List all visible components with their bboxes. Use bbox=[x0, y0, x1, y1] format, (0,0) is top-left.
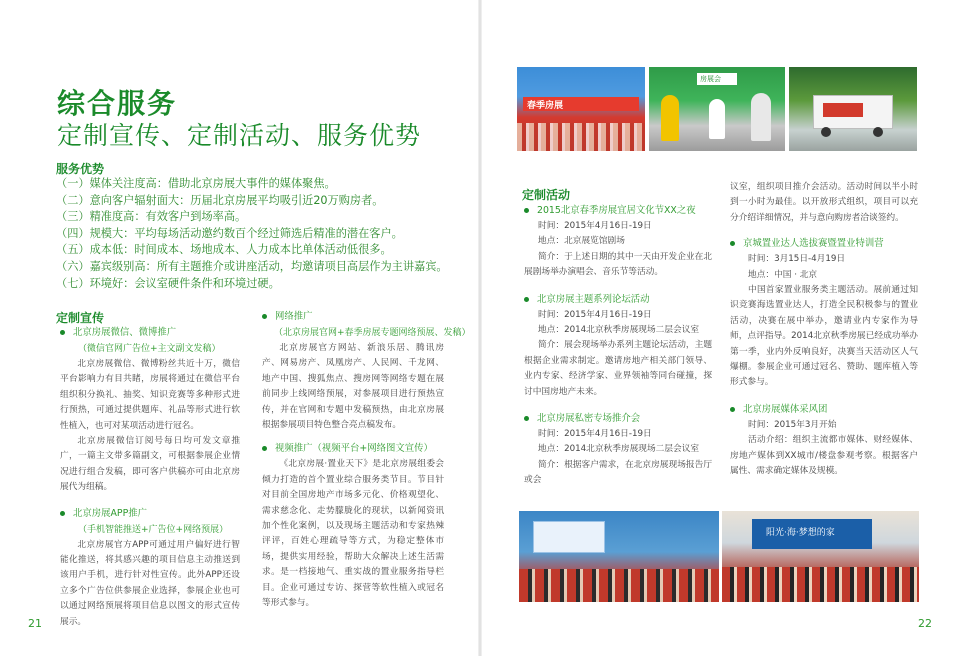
activity-time: 时间：2015年4月16日-19日 bbox=[538, 309, 652, 320]
advantage-item: （一）媒体关注度高：借助北京房展大事件的媒体聚焦。 bbox=[56, 177, 336, 190]
wechat-promo-title: 北京房展微信、微博推广 bbox=[60, 325, 240, 341]
activity-title: 北京房展主题系列论坛活动 bbox=[524, 292, 712, 308]
activity-place: 地点：北京展览馆剧场 bbox=[538, 236, 625, 247]
person-figure bbox=[661, 95, 679, 141]
promo-heading: 定制宣传 bbox=[56, 311, 105, 325]
bullet-icon bbox=[262, 446, 267, 451]
page-subtitle: 定制宣传、定制活动、服务优势 bbox=[57, 121, 422, 150]
advantages-list bbox=[56, 176, 456, 292]
activity-desc: 简介：于上述日期的其中一天由开发企业在北展剧场举办演唱会、音乐节等活动。 bbox=[524, 251, 712, 278]
activity-time: 时间：2015年4月16日-19日 bbox=[538, 221, 652, 231]
network-promo-subtitle: （北京房展官网+春季房展专题网络预展、发稿） bbox=[274, 328, 471, 338]
interview-photo bbox=[649, 67, 785, 151]
activity-place: 地点：2014北京秋季房展现场二层会议室 bbox=[538, 444, 700, 455]
bullet-icon bbox=[60, 511, 65, 516]
audience-rows bbox=[722, 567, 919, 602]
activity-place: 地点：2014北京秋季房展现场二层会议室 bbox=[538, 325, 700, 336]
photo-panel-text: 房展会 bbox=[700, 75, 721, 83]
video-promo-text: 《北京房展·置业天下》是北京房展组委会倾力打造的首个置业综合服务类节目。节目针对目前全国房地产市场多元化、价格观望化、需求慈念化、走势朦胧化的现状，以新闻资讯加个性化案例，以及现场主题活动和专家热辣评评，百姓心理疏导等方式，为稳定整体市场，提供实用经验，帮助大众解决上述生活需求。是一档接地气、重实战的置业服务指导栏目。企业可通过专访、探营等软性植入或冠名等形式参与。 bbox=[262, 459, 444, 609]
promo-left-column bbox=[60, 325, 240, 630]
video-promo-title: 视频推广（视频平台+网络图文宣传） bbox=[262, 441, 444, 457]
bullet-icon bbox=[524, 416, 529, 421]
person-figure bbox=[709, 99, 725, 139]
activity-title: 2015北京春季房展宜居文化节XX之夜 bbox=[524, 203, 712, 219]
activity-desc: 中国首家置业服务类主题活动。展前通过知识竞赛海选置业达人，打造全民积极参与的置业活动，决赛在展中举办，邀请业内专家作为导师，点评指导。2014北京秋季房展已经成功举办第一季，业内外反响良好，决赛当天活动区人气爆棚。参展企业可通过冠名、赞助、题库植入等形式参与。 bbox=[730, 285, 918, 388]
activity-desc-continued: 议室，组织项目推介会活动。活动时间以半小时到一小时为最佳。以开放形式组织，项目可以充分介绍详细情况，并与意向购房者洽谈签约。 bbox=[730, 182, 918, 223]
activity-title: 北京房展私密专场推介会 bbox=[524, 411, 712, 427]
promo-right-column bbox=[262, 309, 471, 612]
wechat-promo-text: 北京房展微信、微博粉丝共近十万，微信平台影响力有目共睹，房展将通过在微信平台组织积分换礼、抽奖、知识竞赛等多种形式进行预热，可通过提供题库、礼品等形式进行软性植入，也可对某项活动进行冠名。 bbox=[60, 359, 240, 431]
app-promo-subtitle: （手机智能推送+广告位+网络预展） bbox=[78, 524, 229, 535]
advantage-item: （六）嘉宾级别高：所有主题推介或讲座活动，均邀请项目高层作为主讲嘉宾。 bbox=[56, 259, 448, 273]
page-number-right: 22 bbox=[918, 617, 932, 630]
projection-screen bbox=[533, 521, 605, 553]
activities-right-column bbox=[730, 180, 918, 480]
activity-place: 地点：中国 · 北京 bbox=[748, 269, 818, 280]
app-promo-title: 北京房展APP推广 bbox=[60, 506, 240, 522]
advantage-item: （五）成本低：时间成本、场地成本、人力成本比单体活动低很多。 bbox=[56, 243, 392, 257]
outdoor-truck-photo bbox=[789, 67, 917, 151]
performers-row bbox=[517, 123, 645, 151]
page-number-left: 21 bbox=[28, 617, 42, 630]
bullet-icon bbox=[524, 297, 529, 302]
activity-desc: 简介：展会现场举办系列主题论坛活动，主题根据企业需求制定。邀请房地产相关部门领导、业内专家、经济学家、业界领袖等同台碰撞，探讨中国房地产未来。 bbox=[524, 340, 712, 397]
activity-time: 时间：3月15日-4月19日 bbox=[748, 254, 846, 265]
activity-time: 时间：2015年3月开始 bbox=[748, 419, 837, 430]
bullet-icon bbox=[524, 208, 529, 213]
activities-left-column bbox=[524, 203, 712, 489]
forum-stage-photo bbox=[722, 511, 919, 602]
page-spine bbox=[478, 0, 482, 656]
network-promo-title: 网络推广 bbox=[262, 309, 444, 325]
bullet-icon bbox=[60, 330, 65, 335]
app-promo-text: 北京房展官方APP可通过用户偏好进行智能化推送，将其感兴趣的项目信息主动推送到该用户手机，进行针对性宣传。此外APP还设立多个广告位供参展企业选择，参展企业也可以通过网络预展将项目信息以图文的形式宣传展示。 bbox=[60, 539, 240, 627]
activity-desc: 活动介绍：组织主流都市媒体、财经媒体、房地产媒体到XX城市/楼盘参观考察。根据客户属性、需求确定媒体及规模。 bbox=[730, 435, 918, 477]
bullet-icon bbox=[262, 314, 267, 319]
stage-backdrop-text: 阳光·海·梦想的家 bbox=[766, 528, 835, 538]
page-title: 综合服务 bbox=[57, 87, 178, 120]
activity-title: 北京房展媒体采风团 bbox=[730, 402, 918, 418]
activity-desc: 简介：根据客户需求，在北京房展现场报告厅或会 bbox=[524, 459, 712, 486]
truck-wheel bbox=[873, 127, 883, 137]
network-promo-text: 北京房展官方网站、新浪乐居、腾讯房产、网易房产、凤凰房产、人民网、千龙网、地产中国、搜狐焦点、搜房网等网络专题在展前同步上线网络预展，对参展项目进行预热宣传，并在官网和专题中发稿预热，由北京房展根据参展项目特色整合亮点稿发布。 bbox=[262, 343, 444, 431]
bullet-icon bbox=[730, 407, 735, 412]
truck-wheel bbox=[821, 127, 831, 137]
advantage-item: （四）规模大：平均每场活动邀约数百个经过筛选后精准的潜在客户。 bbox=[56, 226, 403, 240]
bullet-icon bbox=[730, 241, 735, 246]
photo-banner-text: 春季房展 bbox=[527, 101, 564, 111]
activities-heading: 定制活动 bbox=[522, 188, 571, 202]
wechat-promo-subtitle: （微信官网广告位+主文副文发稿） bbox=[78, 344, 221, 354]
wechat-promo-text-2: 北京房展微信订阅号每日均可发文章推广，一篇主文带多篇副文，可根据参展企业情况进行组合发稿，即可客户供稿亦可由北京房展代为组稿。 bbox=[60, 436, 240, 493]
advantage-item: （七）环境好：会议室硬件条件和环境过硬。 bbox=[56, 276, 280, 290]
truck-screen bbox=[823, 103, 863, 117]
advantages-heading: 服务优势 bbox=[56, 162, 105, 176]
stage-event-photo bbox=[517, 67, 645, 151]
advantage-item: （二）意向客户辐射面大：历届北京房展平均吸引近20万购房者。 bbox=[56, 193, 384, 207]
advantage-item: （三）精准度高：有效客户到场率高。 bbox=[56, 210, 247, 224]
activity-time: 时间：2015年4月16日-19日 bbox=[538, 429, 652, 440]
audience-rows bbox=[519, 569, 719, 602]
activity-title: 京城置业达人选拔赛暨置业特训营 bbox=[730, 236, 918, 252]
person-figure bbox=[751, 93, 771, 141]
meeting-room-photo bbox=[519, 511, 719, 602]
